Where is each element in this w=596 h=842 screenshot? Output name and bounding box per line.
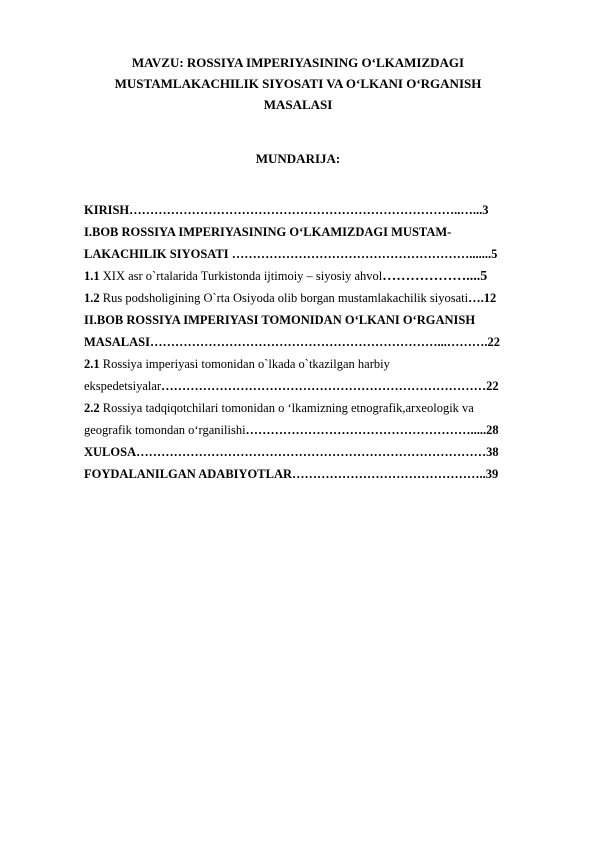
toc-entry-section-1-2 <box>84 287 556 309</box>
contents-heading: MUNDARIJA: <box>255 151 341 166</box>
section-number: 1.1 <box>84 269 100 283</box>
toc-entry-chapter-1: I.BOB ROSSIYA IMPERIYASINING O‘LKAMIZDAGI MUSTAM- <box>84 225 452 239</box>
section-leader-page: ….12 <box>468 291 497 305</box>
toc-entry-xulosa: XULOSA…………………………………………………………………………38 <box>84 445 499 459</box>
document-title <box>40 52 556 115</box>
section-leader-page: ……………………………………………………………………22 <box>161 379 499 393</box>
title-line-2: MUSTAMLAKACHILIK SIYOSATI VA O‘LKANI O‘RGANISH <box>114 76 482 91</box>
toc-entry-section-2-2-cont <box>84 419 556 441</box>
table-of-contents <box>84 199 556 485</box>
title-line-3: MASALASI <box>263 97 333 112</box>
toc-entry-section-2-1 <box>84 353 556 375</box>
toc-entry-section-1-1 <box>84 265 556 287</box>
toc-entry-chapter-1-cont: LAKACHILIK SIYOSATI ………………………………………………….......5 <box>84 247 498 261</box>
title-line-1: MAVZU: ROSSIYA IMPERIYASINING O‘LKAMIZDAGI <box>131 55 465 70</box>
toc-entry-adabiyotlar: FOYDALANILGAN ADABIYOTLAR………………………………………..39 <box>84 467 499 481</box>
toc-entry-chapter-2: II.BOB ROSSIYA IMPERIYASI TOMONIDAN O‘LKANI O‘RGANISH <box>84 313 476 327</box>
section-leader-page: ……………………………………………….....28 <box>245 423 499 437</box>
section-title: Rus podsholigining O`rta Osiyoda olib borgan mustamlakachilik siyosati <box>99 291 469 305</box>
section-title-cont: ekspedetsiyalar <box>84 379 162 393</box>
toc-entry-section-2-2 <box>84 397 556 419</box>
section-number: 1.2 <box>84 291 100 305</box>
section-title: Rossiya tadqiqotchilari tomonidan o ‘lkamizning etnografik,arxeologik va <box>99 401 474 415</box>
toc-entry-chapter-2-cont: MASALASI……………………………………………………………...……….22 <box>84 335 500 349</box>
section-title: XIX asr o`rtalarida Turkistonda ijtimoiy – siyosiy ahvol <box>99 269 383 283</box>
section-number: 2.2 <box>84 401 100 415</box>
section-title: Rossiya imperiyasi tomonidan o`lkada o`tkazilgan harbiy <box>99 357 390 371</box>
section-title-cont: geografik tomondan o‘rganilishi <box>84 423 246 437</box>
section-leader-page: ………………....5 <box>382 269 488 284</box>
section-number: 2.1 <box>84 357 100 371</box>
toc-entry-kirish: KIRISH……………………………………………………………………..…...3 <box>84 203 489 217</box>
toc-entry-section-2-1-cont <box>84 375 556 397</box>
